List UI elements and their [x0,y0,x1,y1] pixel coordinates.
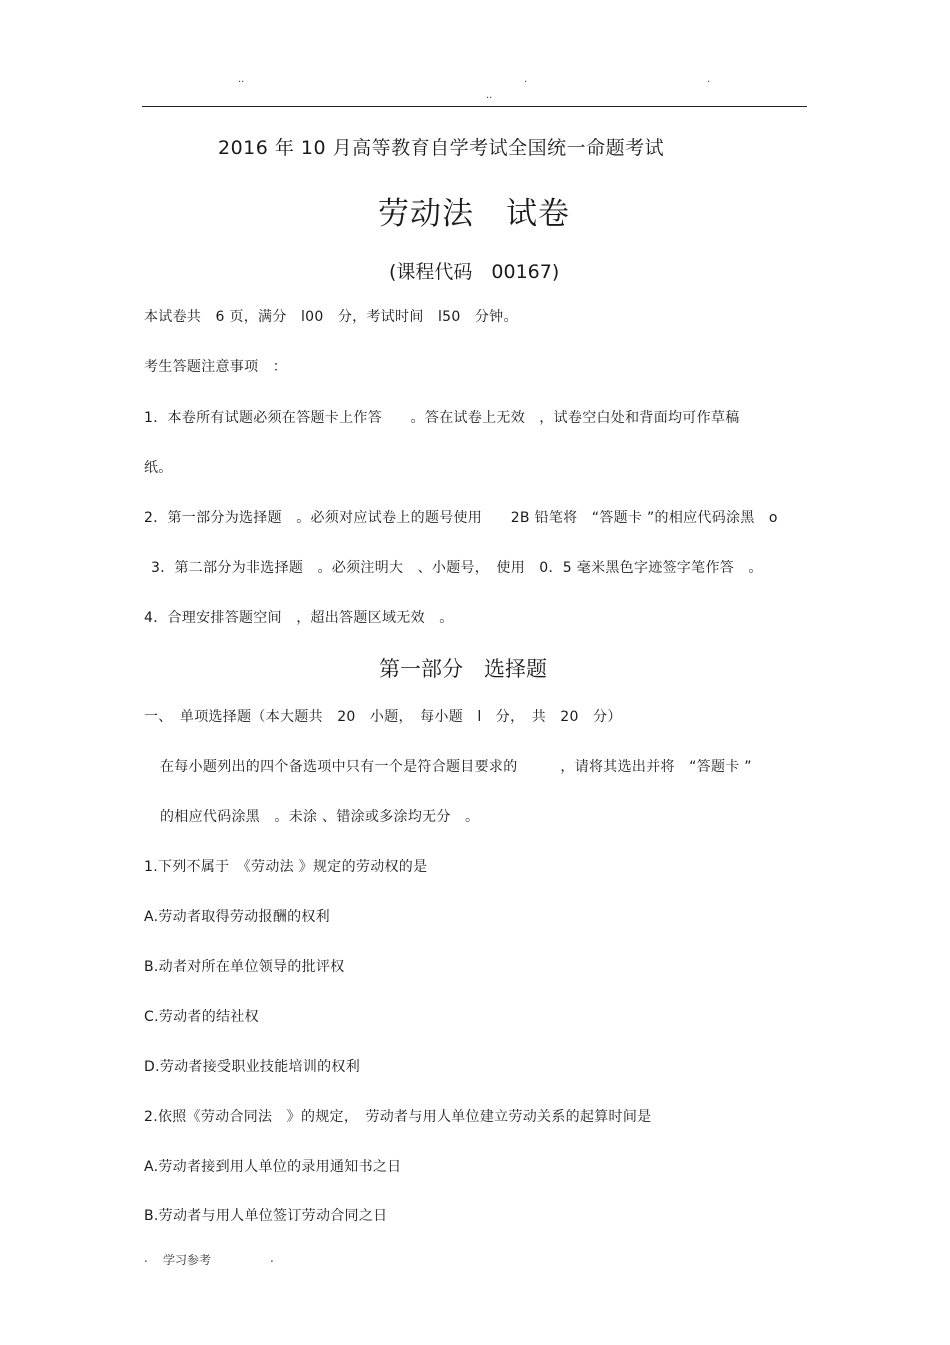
question-option: A.劳动者接到用人单位的录用通知书之日 [144,1159,402,1175]
footer-mark: . [270,1251,274,1265]
notice-item: 1．本卷所有试题必须在答题卡上作答 。答在试卷上无效 ，试卷空白处和背面均可作草稿 [144,410,740,426]
notice-item: 3．第二部分为非选择题 。必须注明大 、小题号， 使用 0．5 毫米黑色字迹签字笔作答 。 [151,560,763,576]
header-mark: .. [486,90,493,101]
course-code: (课程代码 00167) [389,261,560,283]
header-mark: . [524,74,528,85]
section-instruction: 的相应代码涂黑 。未涂 、错涂或多涂均无分 。 [160,809,480,825]
footer-mark: . [144,1251,148,1265]
question-option: B.劳动者与用人单位签订劳动合同之日 [144,1208,388,1224]
question-option: D.劳动者接受职业技能培训的权利 [144,1059,361,1075]
question-stem: 1.下列不属于 《劳动法 》规定的劳动权的是 [144,859,428,875]
notice-item: 4．合理安排答题空间 ，超出答题区域无效 。 [144,610,454,626]
header-rule [142,106,807,107]
page-title: 劳动法 试卷 [378,196,570,232]
question-option: A.劳动者取得劳动报酬的权利 [144,909,330,925]
exam-line: 2016 年 10 月高等教育自学考试全国统一命题考试 [218,137,665,159]
question-stem: 2.依照《劳动合同法 》的规定， 劳动者与用人单位建立劳动关系的起算时间是 [144,1109,652,1125]
exam-summary: 本试卷共 6 页，满分 l00 分，考试时间 l50 分钟。 [144,309,518,325]
question-option: C.劳动者的结社权 [144,1009,259,1025]
header-mark: . [707,74,711,85]
section-instruction: 在每小题列出的四个备选项中只有一个是符合题目要求的 ，请将其选出并将 “答题卡 ” [160,759,752,775]
footer-label: 学习参考 [163,1253,212,1267]
notice-item: 纸。 [144,460,173,476]
notice-item: 2．第一部分为选择题 。必须对应试卷上的题号使用 2B 铅笔将 “答题卡 ”的相应代码涂黑 o [144,510,778,526]
header-mark: .. [238,74,245,85]
part-heading: 第一部分 选择题 [379,657,547,681]
section-title: 一、 单项选择题（本大题共 20 小题， 每小题 l 分， 共 20 分） [144,709,622,725]
question-option: B.动者对所在单位领导的批评权 [144,959,345,975]
notice-heading: 考生答题注意事项 ： [144,359,287,375]
